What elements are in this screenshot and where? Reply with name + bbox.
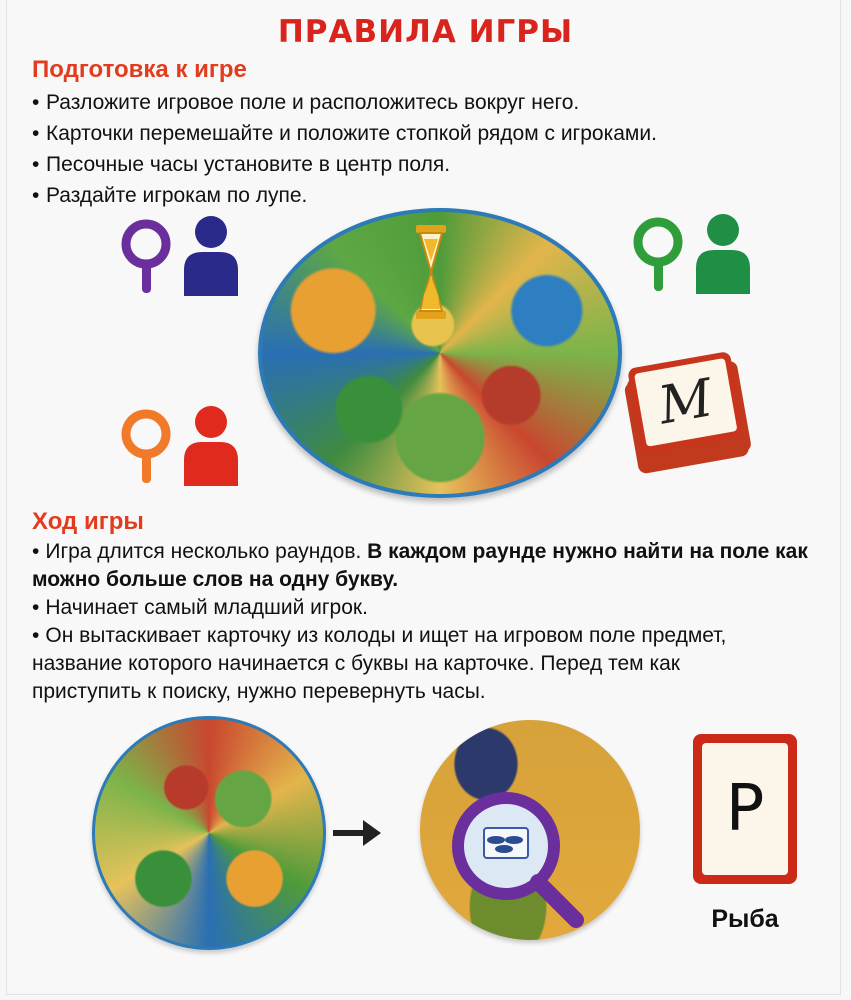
preparation-item: • Раздайте игрокам по лупе.	[32, 180, 657, 211]
navy-player-icon	[182, 214, 240, 296]
card-letter: Р	[702, 743, 788, 875]
magnifier-icon	[438, 780, 588, 930]
arrow-right-icon	[333, 820, 381, 846]
card-letter: М	[634, 358, 737, 447]
preparation-heading: Подготовка к игре	[32, 56, 247, 83]
game-board-small-image	[92, 716, 326, 950]
gameplay-text: Он вытаскивает карточку из колоды и ищет на игровом поле предмет, название которого начинается с буквы на карточке. Перед тем как приступить к поиску, нужно перевернуть часы.	[32, 624, 727, 703]
gameplay-emphasis: В каждом раунде нужно найти на поле как можно больше слов на одну букву.	[32, 540, 808, 591]
gameplay-paragraph-1: • Игра длится несколько раундов. В каждом раунде нужно найти на поле как можно больше слов на одну букву.	[32, 540, 808, 591]
example-word: Рыба	[711, 905, 779, 933]
purple-loupe-icon	[118, 218, 180, 298]
letter-card-stack	[622, 356, 756, 475]
gameplay-paragraph-2: • Начинает самый младший игрок.	[32, 596, 368, 619]
preparation-item: • Разложите игровое поле и расположитесь вокруг него.	[32, 87, 657, 118]
red-player-icon	[182, 404, 240, 486]
hourglass-icon	[416, 225, 446, 319]
gameplay-text: Начинает самый младший игрок.	[45, 596, 368, 619]
green-player-icon	[694, 212, 752, 294]
example-letter-card	[693, 734, 797, 884]
gameplay-text: Игра длится несколько раундов.	[45, 540, 362, 563]
preparation-item: • Песочные часы установите в центр поля.	[32, 149, 657, 180]
green-loupe-icon	[630, 216, 692, 296]
gameplay-heading: Ход игры	[32, 508, 144, 535]
preparation-item: • Карточки перемешайте и положите стопкой рядом с игроками.	[32, 118, 657, 149]
gameplay-paragraph-3: • Он вытаскивает карточку из колоды и ищет на игровом поле предмет, название которого начинается с буквы на карточке. Перед тем как приступить к поиску, нужно перевернуть часы.	[32, 624, 727, 703]
orange-loupe-icon	[118, 408, 180, 488]
page-title: ПРАВИЛА ИГРЫ	[277, 14, 574, 50]
preparation-list	[32, 87, 657, 211]
